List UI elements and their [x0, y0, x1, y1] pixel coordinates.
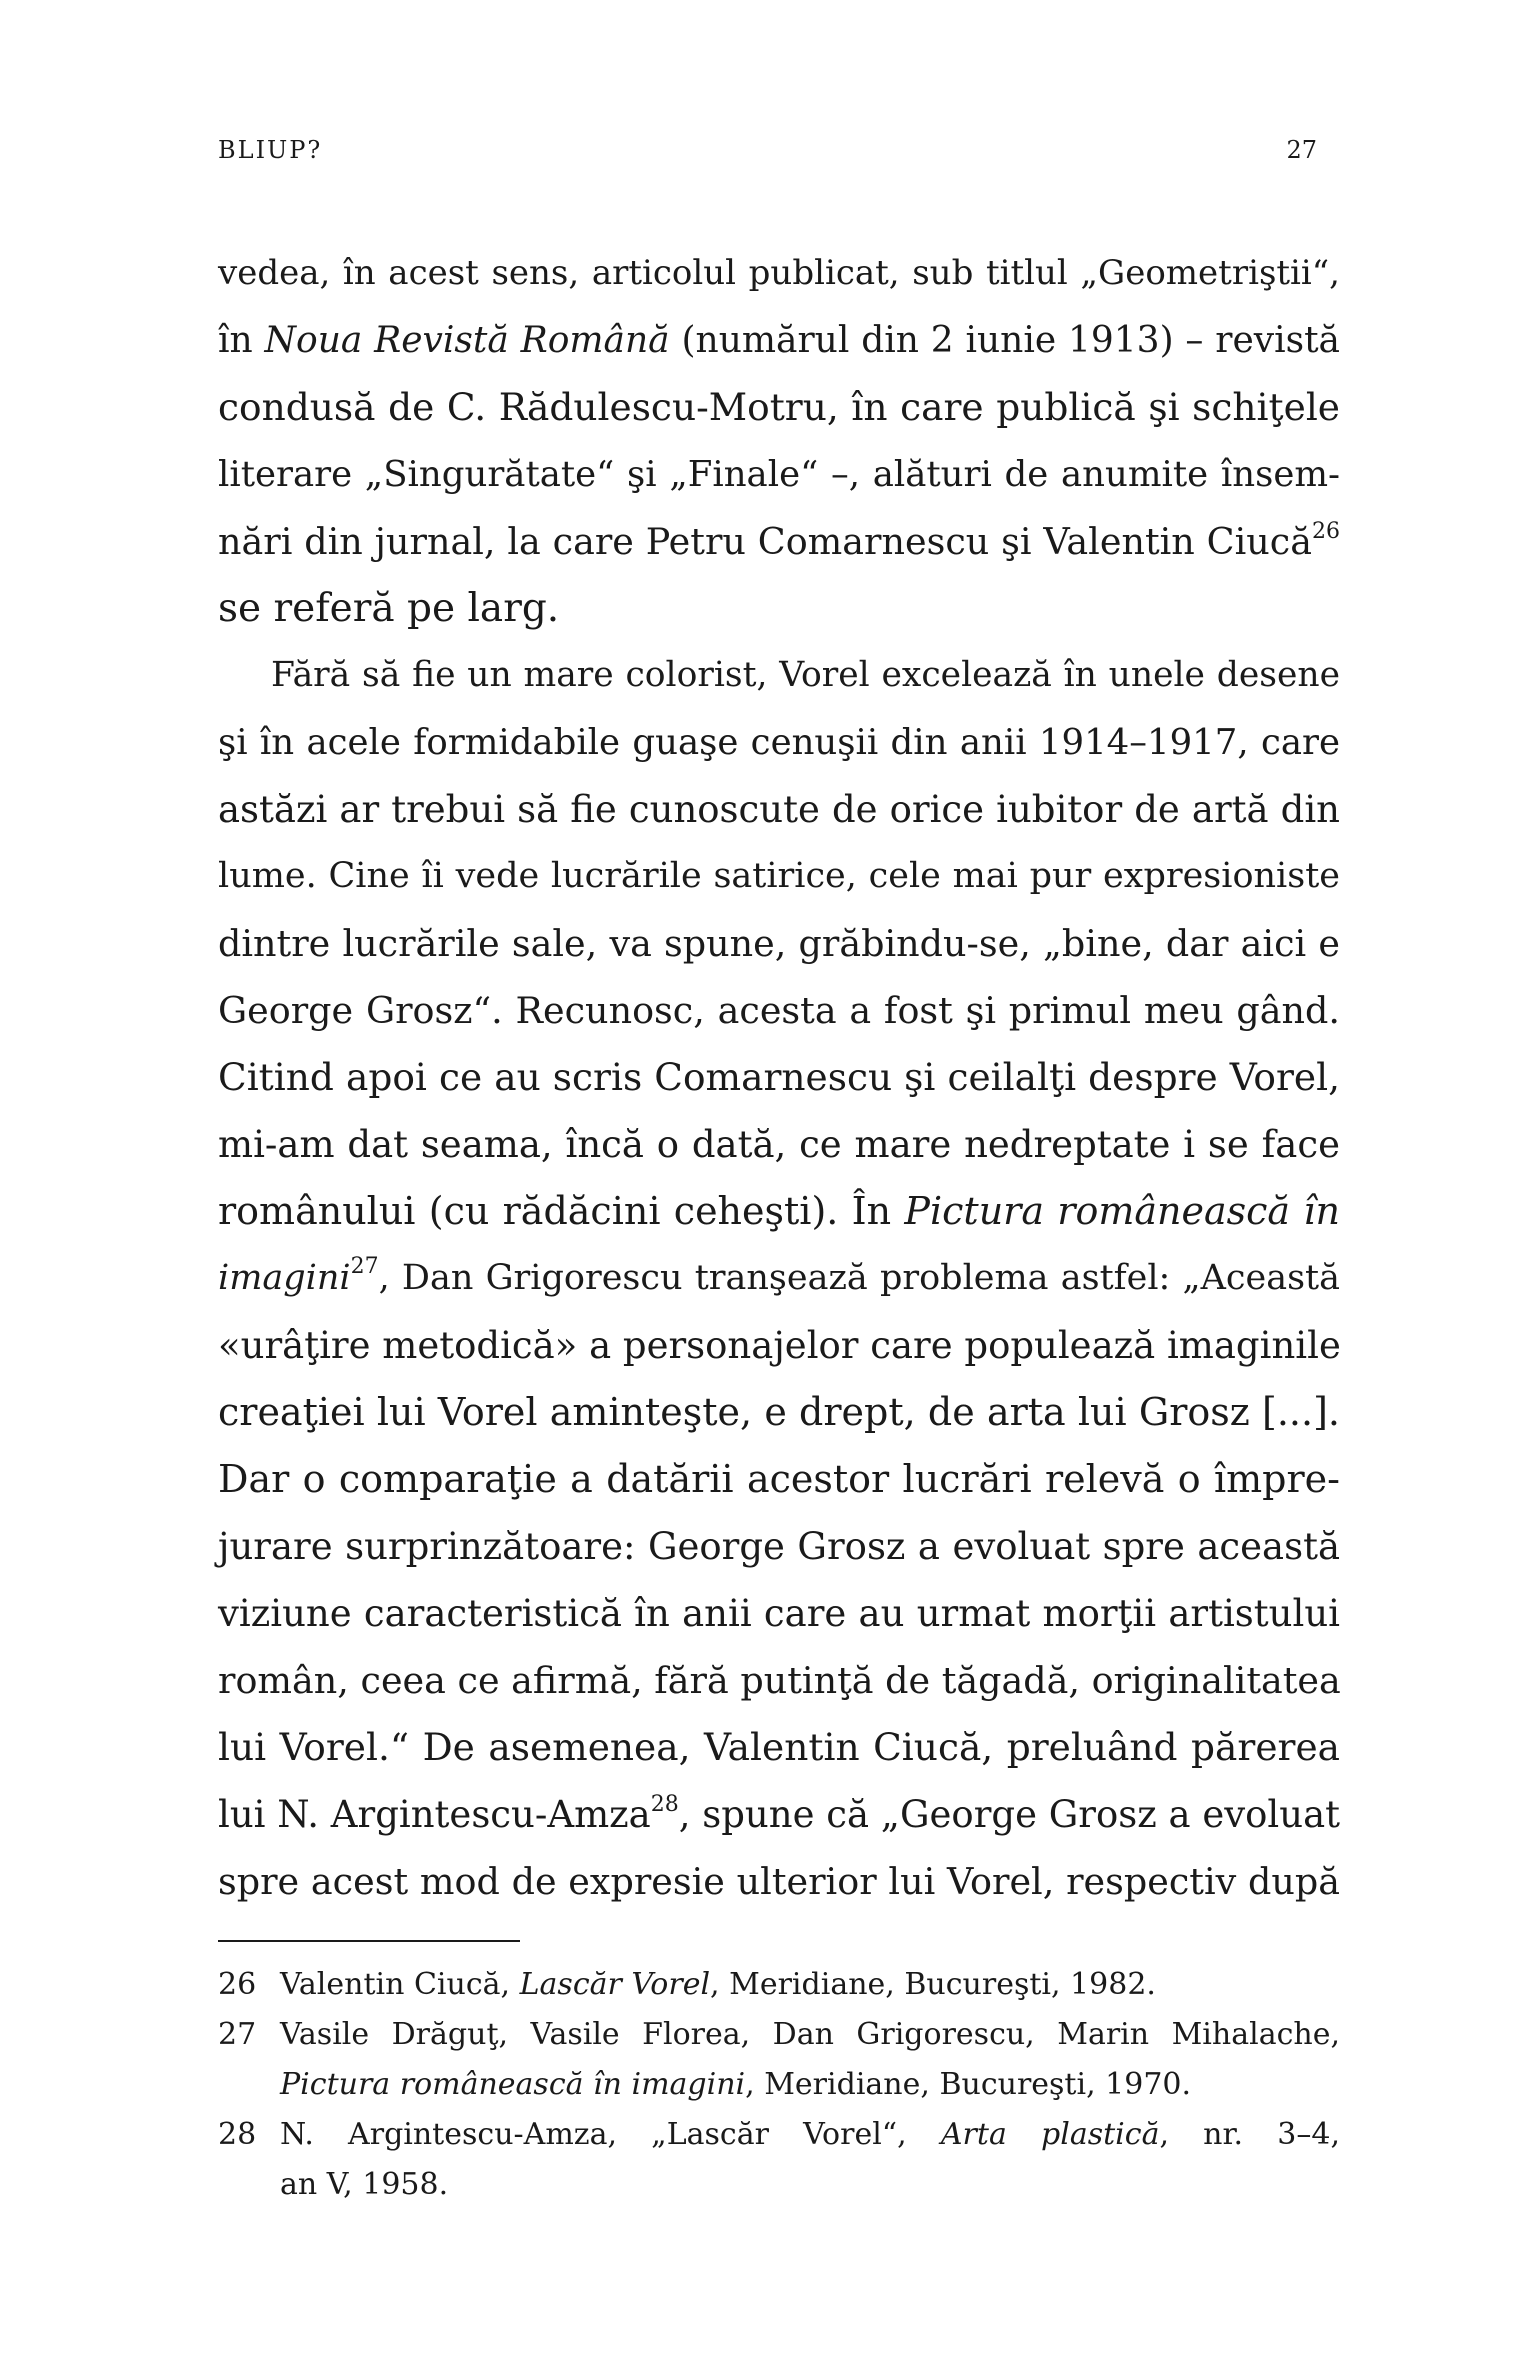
- text-line: Dar o comparaţie a datării acestor lucrări relevă o împre-: [218, 1457, 1340, 1501]
- footnote-rule: [218, 1940, 520, 1942]
- footnote-28-continued: an V, 1958.: [280, 2167, 449, 2202]
- text-line: românului (cu rădăcini ceheşti). În Pictura românească în: [218, 1189, 1340, 1233]
- text-line: astăzi ar trebui să fie cunoscute de orice iubitor de artă din: [218, 788, 1340, 831]
- footnote-27: 27 Vasile Drăguţ, Vasile Florea, Dan Grigorescu, Marin Mihalache,: [218, 2010, 1340, 2060]
- footnotes: [218, 1960, 1340, 2210]
- page-number: 27: [1286, 136, 1317, 164]
- text-line: se referă pe larg.: [218, 586, 560, 631]
- running-head-title: BLIUP?: [218, 136, 323, 164]
- body-text: [218, 240, 1340, 1915]
- footnote-number: 26: [218, 1967, 257, 2002]
- text-line: mi-am dat seama, încă o dată, ce mare nedreptate i se face: [218, 1123, 1340, 1166]
- footnote-27-continued: Pictura românească în imagini, Meridiane, Bucureşti, 1970.: [280, 2067, 1192, 2102]
- footnote-ref-27: 27: [350, 1254, 379, 1279]
- text-line: viziune caracteristică în anii care au urmat morţii artistului: [218, 1592, 1340, 1635]
- text-line: vedea, în acest sens, articolul publicat, sub titlul „Geometriştii“,: [218, 253, 1340, 293]
- text-line: dintre lucrările sale, va spune, grăbindu-se, „bine, dar aici e: [218, 922, 1340, 965]
- text-line: român, ceea ce afirmă, fără putinţă de tăgadă, originalitatea: [218, 1659, 1341, 1702]
- text-line: imagini$^{27}$, Dan Grigorescu tranşează problema astfel: „Această: [218, 1254, 1340, 1298]
- text-line: jurare surprinzătoare: George Grosz a evoluat spre această: [218, 1525, 1340, 1568]
- footnote-ref-28: 28: [650, 1792, 679, 1817]
- book-title: imagini: [218, 1258, 351, 1298]
- footnote-ref-26: 26: [1312, 519, 1340, 544]
- text-line: «urâţire metodică» a personajelor care populează imaginile: [218, 1324, 1341, 1367]
- text-line: George Grosz“. Recunosc, acesta a fost şi primul meu gând.: [218, 989, 1340, 1032]
- journal-title: Noua Revistă Română: [264, 320, 670, 361]
- text-line: nări din jurnal, la care Petru Comarnescu şi Valentin Ciucă$^{26}$: [218, 519, 1340, 563]
- text-line: lume. Cine îi vede lucrările satirice, cele mai pur expresioniste: [218, 856, 1340, 896]
- text-line: condusă de C. Rădulescu-Motru, în care publică şi schiţele: [218, 385, 1340, 429]
- text-line: spre acest mod de expresie ulterior lui Vorel, respectiv după: [218, 1860, 1340, 1903]
- text-line: Citind apoi ce au scris Comarnescu şi ceilalţi despre Vorel,: [218, 1055, 1340, 1099]
- text-line: Fără să fie un mare colorist, Vorel excelează în unele desene: [271, 655, 1340, 695]
- book-title: Pictura românească în: [904, 1189, 1340, 1233]
- text-line: literare „Singurătate“ şi „Finale“ –, alături de anumite însem-: [218, 454, 1340, 495]
- footnote-26: 26 Valentin Ciucă, Lascăr Vorel, Meridiane, Bucureşti, 1982.: [218, 1960, 1340, 2010]
- text-line: şi în acele formidabile guaşe cenuşii din anii 1914–1917, care: [218, 722, 1340, 763]
- text-line: creaţiei lui Vorel aminteşte, e drept, de arta lui Grosz [...].: [218, 1390, 1340, 1434]
- footnote-number: 27: [218, 2017, 257, 2052]
- text-line: în Noua Revistă Română (numărul din 2 iunie 1913) – revistă: [218, 320, 1341, 361]
- footnote-number: 28: [218, 2117, 257, 2152]
- text-line: lui N. Argintescu-Amza$^{28}$, spune că „George Grosz a evoluat: [218, 1792, 1340, 1836]
- text-line: lui Vorel.“ De asemenea, Valentin Ciucă, preluând părerea: [218, 1725, 1340, 1769]
- footnote-28: 28 N. Argintescu-Amza, „Lascăr Vorel“, Arta plastică, nr. 3–4,: [218, 2110, 1340, 2160]
